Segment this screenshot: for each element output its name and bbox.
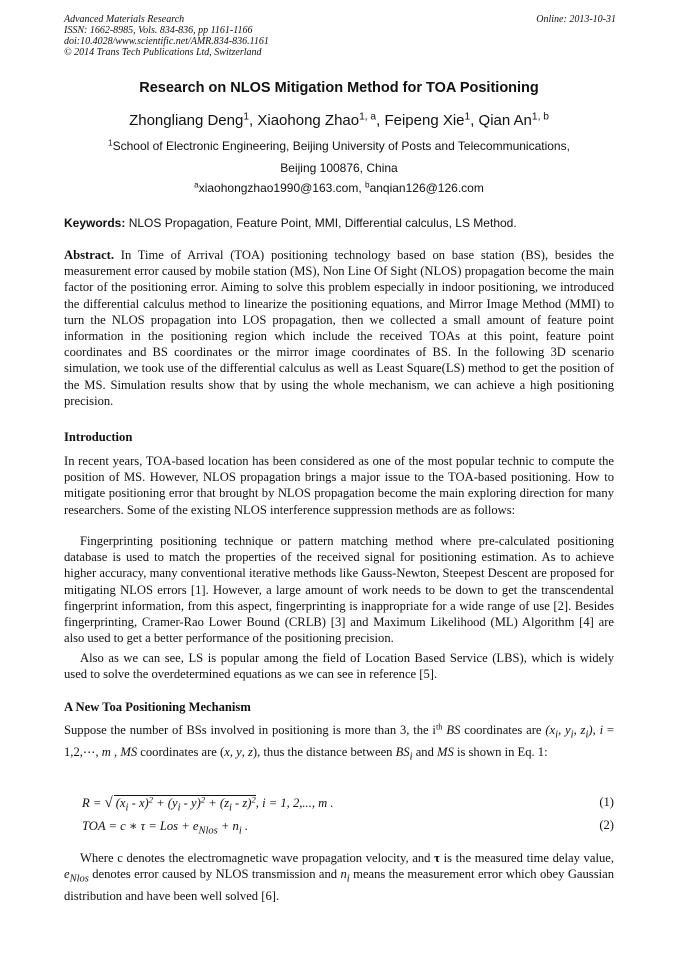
- email-b-sup: b: [365, 180, 370, 190]
- abstract-text: In Time of Arrival (TOA) positioning technology based on base station (BS), besides the measurement error caused by mobile station (MS), Non Line Of Sight (NLOS) propagation become the main factor of the positioning error. Aiming to solve this problem especially in indoor positioning, we introduced the differential calculus method to linearize the positioning equations, and Mirror Image Method (MMI) to turn the NLOS propagation into LOS propagation, then we collected a small amount of feature point information in the positioning region which include the received TOAs at this point, feature point coordinates and BS coordinates or the mirror image coordinates of BS. In the following 3D scenario simulation, we took use of the differential calculus as well as Least Square(LS) method to get the position of the MS. Simulation results show that by using the whole mechanism, we can achieve a high positioning precision.: [64, 248, 615, 408]
- author-name: Qian An: [478, 112, 532, 129]
- author-sup: 1, b: [531, 111, 549, 123]
- paper-title: Research on NLOS Mitigation Method for TOA Positioning: [139, 80, 539, 96]
- copyright-line: © 2014 Trans Tech Publications Ltd, Switzerland: [64, 47, 262, 58]
- mechanism-heading: A New Toa Positioning Mechanism: [64, 700, 251, 714]
- equation-1: R = √ $(x_i - x)^2 + (y_i - y)^2 + (z_i - z)^2$, i = 1, 2,..., m . (1): [82, 794, 614, 814]
- mechanism-paragraph-2: Where c denotes the electromagnetic wave propagation velocity, and τ is the measured time delay value, $e_{Nlos}$ denotes error caused by NLOS transmission and $n_i$ means the measurement error which obey Gaussian distribution and have been well solved [6].: [64, 851, 614, 903]
- intro-paragraph-3: Also as we can see, LS is popular among the field of Location Based Service (LBS), which is widely used to solve the overdetermined equations as we can see in reference [5].: [64, 651, 614, 682]
- author-name: Feipeng Xie: [384, 112, 465, 129]
- equation-2: TOA = c ∗ τ = Los + $e_{Nlos} + n_i$ . (2): [82, 818, 614, 837]
- introduction-heading: Introduction: [64, 430, 133, 444]
- email-b: anqian126@126.com: [369, 181, 484, 195]
- affiliation-sup: 1: [108, 138, 113, 148]
- keywords-label: Keywords:: [64, 216, 126, 230]
- equation-2-number: (2): [599, 818, 614, 832]
- mechanism-paragraph-1: Suppose the number of BSs involved in positioning is more than 3, the $i^{th}$ BS coordinates are ($x_i$, $y_i$, $z_i$), i = 1,2,⋯, m , MS coordinates are (x, y, z), thus the distance between $BS_i$ and MS is shown in Eq. 1:: [64, 721, 614, 763]
- abstract-paragraph: [64, 247, 614, 409]
- email-a-sup: a: [194, 180, 199, 190]
- intro-paragraph-2: Fingerprinting positioning technique or pattern matching method where pre-calculated positioning database is used to match the properties of the received signal for positioning estimation. As to achieve higher accuracy, many conventional iterative methods like Gauss-Newton, Steepest Descent are proposed for mitigating NLOS errors [1]. However, a large amount of work needs to be down to get the transcendental fingerprint information, from this aspect, fingerprinting is inappropriate for a wide range of use [2]. Besides fingerprinting, Cramer-Rao Lower Bound (CRLB) [3] and Maximum Likelihood (ML) Algorithm [4] are also used to get a better performance of the positioning precision.: [64, 534, 614, 646]
- author-name: Zhongliang Deng: [129, 112, 244, 129]
- online-date: Online: 2013-10-31: [536, 14, 616, 25]
- keywords: [64, 216, 616, 230]
- issn-line: ISSN: 1662-8985, Vols. 834-836, pp 1161-1166: [64, 25, 253, 36]
- affiliation-text: School of Electronic Engineering, Beijing University of Posts and Telecommunications,: [112, 139, 570, 153]
- author-sup: 1: [464, 111, 471, 123]
- journal-header: [64, 14, 616, 58]
- email-a: xiaohongzhao1990@163.com,: [198, 181, 362, 195]
- affiliation-line-1: [0, 139, 678, 153]
- email-line: [0, 181, 678, 195]
- journal-name: Advanced Materials Research: [64, 14, 185, 25]
- author-list: Zhongliang Deng$^1$, Xiaohong Zhao$^{1, a}$, Feipeng Xie$^1$, Qian An$^{1, b}$: [129, 111, 549, 129]
- doi-line: doi:10.4028/www.scientific.net/AMR.834-836.1161: [64, 36, 269, 47]
- author-name: Xiaohong Zhao: [257, 112, 360, 129]
- abstract-label: Abstract.: [64, 248, 115, 262]
- keywords-text: NLOS Propagation, Feature Point, MMI, Differential calculus, LS Method.: [128, 216, 517, 230]
- intro-paragraph-1: In recent years, TOA-based location has been considered as one of the most popular technic to compute the position of MS. However, NLOS propagation brings a major issue to the TOA-based positioning. How to mitigate positioning error that brought by NLOS propagation become the main exploring direction for many researchers. Some of the existing NLOS interference suppression methods are as follows:: [64, 454, 614, 517]
- equation-1-number: (1): [599, 795, 614, 809]
- affiliation-line-2: Beijing 100876, China: [280, 161, 398, 175]
- author-sup: 1, a: [359, 111, 377, 123]
- author-sup: 1: [243, 111, 250, 123]
